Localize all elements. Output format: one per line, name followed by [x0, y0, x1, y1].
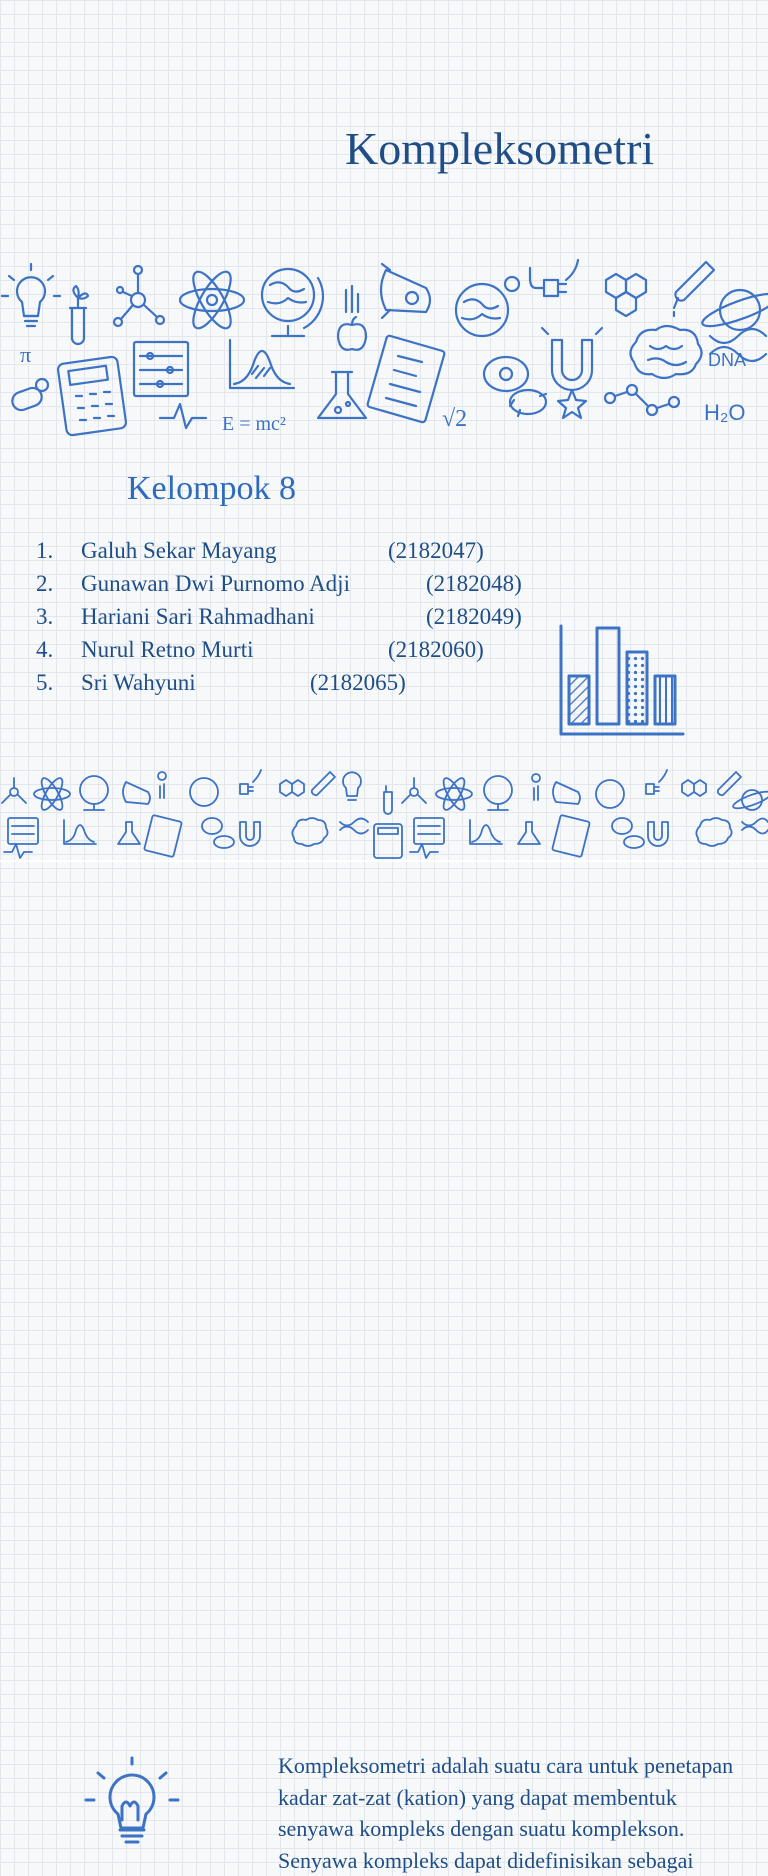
lightbulb-icon: [2, 264, 60, 326]
group-title: Kelompok 8: [127, 470, 297, 507]
magnet-icon: [542, 328, 602, 390]
doodle-row-2: [4, 815, 768, 858]
list-number: 1.: [36, 538, 54, 563]
list-number: 4.: [36, 637, 54, 662]
science-doodle-band-small: [0, 762, 768, 860]
abacus-icon: [134, 342, 188, 396]
molecule-chain-icon: [605, 385, 679, 415]
hexagon-molecule-icon: [606, 274, 646, 316]
description-slide: [0, 862, 768, 1873]
title-slide: [0, 0, 768, 860]
cell-icon: [484, 357, 546, 416]
pills-icon: [10, 379, 48, 413]
falling-apple-icon: [338, 286, 366, 350]
list-number: 2.: [36, 571, 54, 596]
planet-icon: [699, 288, 768, 332]
brain-icon: [630, 326, 701, 378]
slide-title: Kompleksometri: [345, 123, 655, 174]
rocket-icon: [381, 264, 430, 318]
heartbeat-line: [160, 404, 206, 428]
doodle-row-1: [2, 770, 768, 814]
test-tube-icon: [674, 262, 714, 316]
atom-icon: [180, 267, 244, 333]
member-name: Gunawan Dwi Purnomo Adji: [81, 571, 350, 596]
sqrt2-symbol: √2: [442, 406, 468, 432]
member-name: Galuh Sekar Mayang: [81, 538, 277, 563]
member-id: (2182065): [310, 670, 406, 695]
member-id: (2182047): [388, 538, 484, 563]
star-icon: [558, 390, 586, 418]
pi-symbol: π: [20, 342, 32, 367]
member-id: (2182048): [426, 571, 522, 596]
member-id: (2182060): [388, 637, 484, 662]
list-item: [36, 600, 576, 633]
distribution-graph-icon: [230, 340, 294, 388]
list-item: [36, 633, 576, 666]
dna-label: DNA: [708, 350, 747, 370]
plug-icon: [530, 260, 578, 296]
member-id: (2182049): [426, 604, 522, 629]
globe-icon: [262, 269, 323, 336]
document-icon: [367, 335, 445, 423]
list-number: 5.: [36, 670, 54, 695]
lightbulb-icon: [78, 1756, 188, 1851]
h2o-formula: H₂O: [704, 400, 746, 425]
member-name: Nurul Retno Murti: [81, 637, 254, 662]
definition-text: Kompleksometri adalah suatu cara untuk penetapan kadar zat-zat (kation) yang dapat membentuk senyawa kompleks dengan suatu komplekson. Senyawa kompleks dapat didefinisikan sebagai: [278, 1753, 734, 1873]
calculator-icon: [57, 356, 126, 436]
member-list: [36, 534, 576, 699]
emc2-formula: E = mc²: [222, 413, 286, 435]
member-name: Sri Wahyuni: [81, 670, 196, 695]
bar-chart-icon: [555, 620, 690, 747]
globe-icon: [456, 277, 519, 336]
list-item: [36, 666, 576, 699]
test-tube-plant-icon: [70, 286, 88, 344]
list-number: 3.: [36, 604, 54, 629]
member-name: Hariani Sari Rahmadhani: [81, 604, 315, 629]
list-item: [36, 567, 576, 600]
list-item: [36, 534, 576, 567]
science-doodle-band: [0, 250, 768, 440]
molecule-icon: [114, 266, 164, 326]
flask-icon: [318, 372, 366, 418]
